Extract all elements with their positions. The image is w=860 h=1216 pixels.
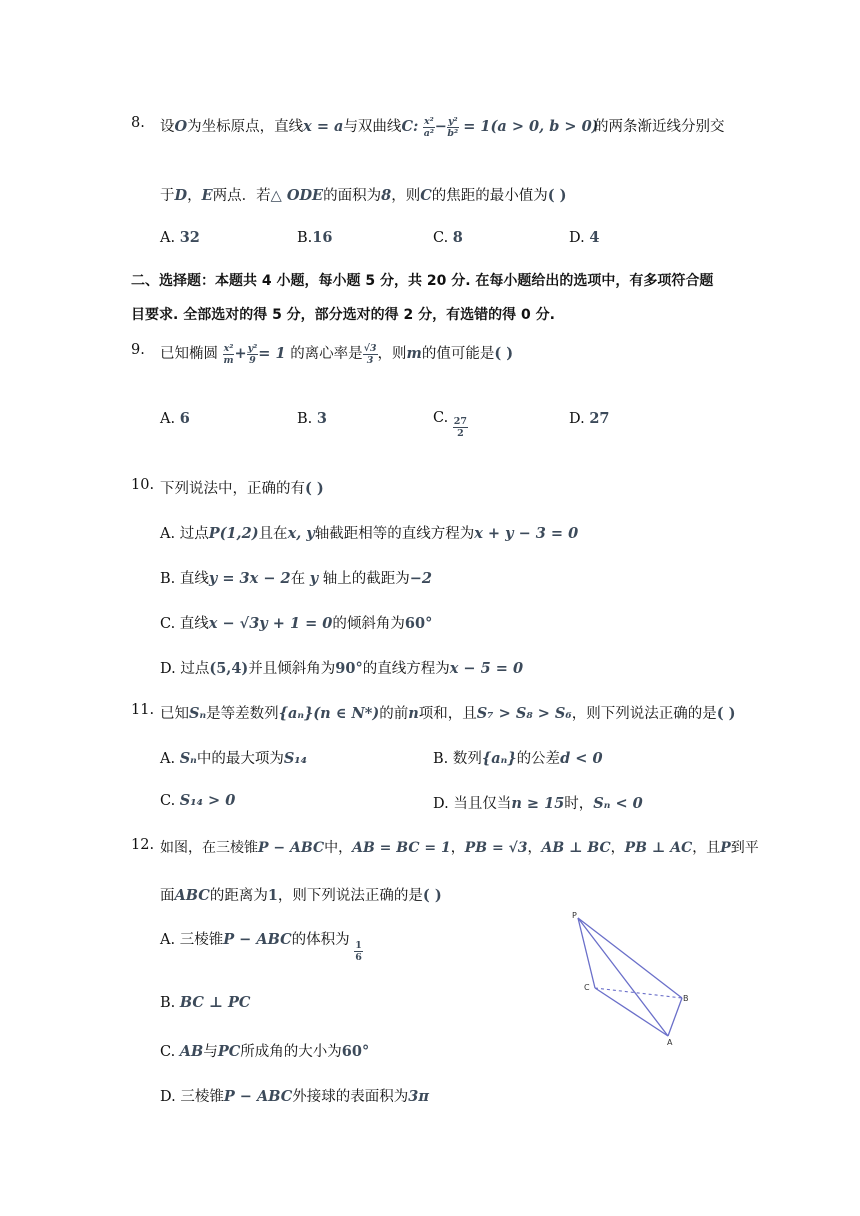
q8-option-c: C. 8 bbox=[433, 229, 463, 246]
q11-option-a: A. Sₙ中的最大项为S₁₄ bbox=[160, 750, 308, 767]
section2-heading-line1: 二、选择题：本题共 4 小题，每小题 5 分，共 20 分. 在每小题给出的选项中，有多项符合题 bbox=[131, 273, 714, 289]
q12-stem-line2: 面ABC的距离为1，则下列说法正确的是( ) bbox=[160, 887, 442, 904]
label-p: P bbox=[572, 911, 577, 920]
edge-ba bbox=[668, 998, 682, 1036]
q10-option-d: D. 过点(5,4)并且倾斜角为90°的直线方程为x − 5 = 0 bbox=[160, 660, 524, 677]
q9-option-a: A. 6 bbox=[160, 410, 190, 427]
q8-number: 8. bbox=[131, 115, 145, 131]
q10-option-a: A. 过点P(1,2)且在x, y轴截距相等的直线方程为x + y − 3 = 0 bbox=[160, 525, 579, 542]
q12-number: 12. bbox=[131, 837, 155, 853]
q12-option-c: C. AB与PC所成角的大小为60° bbox=[160, 1043, 370, 1060]
q8-stem-line1: 设O为坐标原点，直线x = a与双曲线C: $\frac{\text{x²}}{\text{a²}}$ − $\frac{\text{y²}}{\text{b²}}$ = 1(a > 0, b > 0) bbox=[160, 115, 599, 139]
q10-option-b: B. 直线y = 3x − 2在 y 轴上的截距为−2 bbox=[160, 570, 433, 587]
q9-stem: 已知椭圆 $\frac{\text{x²}}{m}$ + $\frac{\text{y²}}{9}$ = 1 的离心率是 $\frac{√3}{3}$ ，则m的值可能是( ) bbox=[160, 342, 514, 366]
q8-frac-x: $\frac{\text{x²}}{\text{a²}}$ bbox=[423, 115, 435, 139]
q12-option-b: B. BC ⊥ PC bbox=[160, 994, 251, 1011]
q9-number: 9. bbox=[131, 342, 145, 358]
q10-number: 10. bbox=[131, 477, 155, 493]
label-b: B bbox=[683, 994, 689, 1003]
label-a: A bbox=[667, 1038, 673, 1047]
q8-option-b: B.16 bbox=[297, 229, 333, 246]
q11-option-b: B. 数列{aₙ}的公差d < 0 bbox=[433, 750, 603, 767]
q12-option-d: D. 三棱锥P − ABC外接球的表面积为3π bbox=[160, 1088, 429, 1105]
q12-option-a: A. 三棱锥P − ABC的体积为 $\frac{1}{6}$ bbox=[160, 931, 362, 963]
q8-stem-line1-end: 的两条渐近线分别交 bbox=[594, 119, 725, 135]
q11-number: 11. bbox=[131, 702, 155, 718]
section2-heading-line2: 目要求. 全部选对的得 5 分，部分选对的得 2 分，有选错的得 0 分. bbox=[131, 307, 555, 323]
q9-option-d: D. 27 bbox=[569, 410, 610, 427]
q10-option-c: C. 直线x − √3y + 1 = 0的倾斜角为60° bbox=[160, 615, 433, 632]
q8-stem-line2: 于D，E两点．若△ ODE的面积为8，则C的焦距的最小值为( ) bbox=[160, 187, 567, 204]
q8-frac-y: $\frac{\text{y²}}{\text{b²}}$ bbox=[447, 115, 459, 139]
q8-option-a: A. 32 bbox=[160, 229, 200, 246]
q9-option-b: B. 3 bbox=[297, 410, 327, 427]
q10-stem: 下列说法中，正确的有( ) bbox=[160, 480, 324, 497]
q12-stem-line1: 如图，在三棱锥P − ABC中，AB = BC = 1，PB = √3，AB ⊥ BC，PB ⊥ AC，且P到平 bbox=[160, 840, 759, 856]
q8-option-d: D. 4 bbox=[569, 229, 600, 246]
q9-option-c: C. $\frac{27}{2}$ bbox=[433, 410, 468, 439]
q11-option-d: D. 当且仅当n ≥ 15时，Sₙ < 0 bbox=[433, 795, 643, 812]
pyramid-figure bbox=[568, 910, 698, 1050]
q11-option-c: C. S₁₄ > 0 bbox=[160, 792, 236, 809]
q11-stem: 已知Sₙ是等差数列{aₙ}(n ∈ N*)的前n项和，且S₇ > S₈ > S₆，则下列说法正确的是( ) bbox=[160, 705, 736, 722]
label-c: C bbox=[584, 983, 590, 992]
